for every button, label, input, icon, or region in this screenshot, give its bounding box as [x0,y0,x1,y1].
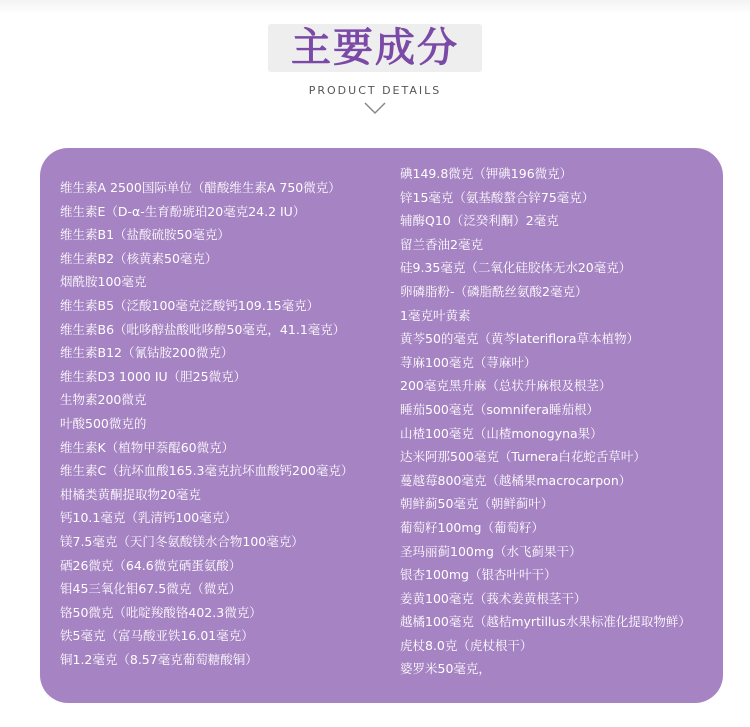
ingredient-item: 荨麻100毫克（荨麻叶） [400,354,537,370]
ingredient-item: 朝鲜蓟50毫克（朝鲜蓟叶） [400,496,554,512]
ingredient-item: 烟酰胺100毫克 [60,274,147,290]
ingredient-item: 硒26微克（64.6微克硒蛋氨酸） [60,557,242,573]
ingredient-item: 生物素200微克 [60,392,147,408]
ingredient-item: 维生素C（抗坏血酸165.3毫克抗坏血酸钙200毫克） [60,463,354,479]
ingredient-item: 黄芩50的毫克（黄芩lateriflora草本植物） [400,331,640,347]
ingredient-item: 叶酸500微克的 [60,415,147,431]
ingredient-item: 维生素B5（泛酸100毫克泛酸钙109.15毫克） [60,297,320,313]
ingredient-item: 碘149.8微克（钾碘196微克） [400,166,573,181]
ingredient-item: 硅9.35毫克（二氧化硅胶体无水20毫克） [400,260,632,276]
ingredient-item: 维生素B2（核黄素50毫克） [60,250,218,266]
section-subtitle: PRODUCT DETAILS [308,84,442,97]
ingredient-item: 圣玛丽蓟100mg（水飞蓟果干） [400,543,582,559]
ingredient-item: 镁7.5毫克（天门冬氨酸镁水合物100毫克） [60,533,304,549]
ingredient-item: 维生素B1（盐酸硫胺50毫克） [60,227,230,243]
ingredient-item: 维生素D3 1000 IU（胆25微克） [60,368,247,384]
ingredient-item: 山楂100毫克（山楂monogyna果） [400,425,603,441]
ingredient-item: 维生素E（D-α-生育酚琥珀20毫克24.2 IU） [60,203,306,219]
ingredient-item: 维生素B12（氰钴胺200微克） [60,345,234,361]
ingredient-item: 维生素A 2500国际单位（醋酸维生素A 750微克） [60,180,341,195]
ingredients-right-column [400,162,720,681]
ingredient-item: 虎杖8.0克（虎杖根干） [400,637,533,653]
ingredient-item: 维生素K（植物甲萘醌60微克） [60,439,235,455]
ingredient-item: 越橘100毫克（越桔myrtillus水果标准化提取物鲜） [400,614,691,630]
ingredient-item: 蔓越莓800毫克（越橘果macrocarpon） [400,472,632,488]
ingredient-item: 钙10.1毫克（乳清钙100毫克） [60,510,237,526]
ingredient-item: 锌15毫克（氨基酸螯合锌75毫克） [400,189,595,205]
ingredients-left-column [60,176,395,671]
ingredient-item: 银杏100mg（银杏叶叶干） [400,567,557,583]
ingredient-item: 葡萄籽100mg（葡萄籽） [400,519,544,535]
ingredient-item: 柑橘类黄酮提取物20毫克 [60,486,201,502]
ingredient-item: 铁5毫克（富马酸亚铁16.01毫克） [60,628,254,644]
ingredient-item: 1毫克叶黄素 [400,307,471,323]
ingredient-item: 200毫克黑升麻（总状升麻根及根茎） [400,378,612,394]
ingredient-item: 铬50微克（吡啶羧酸铬402.3微克） [60,604,262,620]
ingredient-item: 姜黄100毫克（莪术姜黄根茎干） [400,590,587,606]
ingredient-item: 铜1.2毫克（8.57毫克葡萄糖酸铜） [60,651,258,667]
ingredient-item: 达米阿那500毫克（Turnera白花蛇舌草叶） [400,449,646,465]
ingredient-item: 钼45三氧化钼67.5微克（微克） [60,581,242,597]
chevron-down-icon [364,100,386,116]
section-header [0,18,750,118]
ingredient-item: 卵磷脂粉-（磷脂酰丝氨酸2毫克） [400,283,588,299]
section-title: 主要成分 [291,25,459,71]
top-divider-strip [0,0,750,14]
ingredient-item: 睡茄500毫克（somnifera睡茄根） [400,401,599,417]
ingredient-item: 婆罗米50毫克， [400,661,491,677]
ingredient-item: 辅酶Q10（泛癸利酮）2毫克 [400,213,559,229]
ingredient-item: 留兰香油2毫克 [400,236,483,252]
ingredient-item: 维生素B6（吡哆醇盐酸吡哆醇50毫克，41.1毫克） [60,321,346,337]
